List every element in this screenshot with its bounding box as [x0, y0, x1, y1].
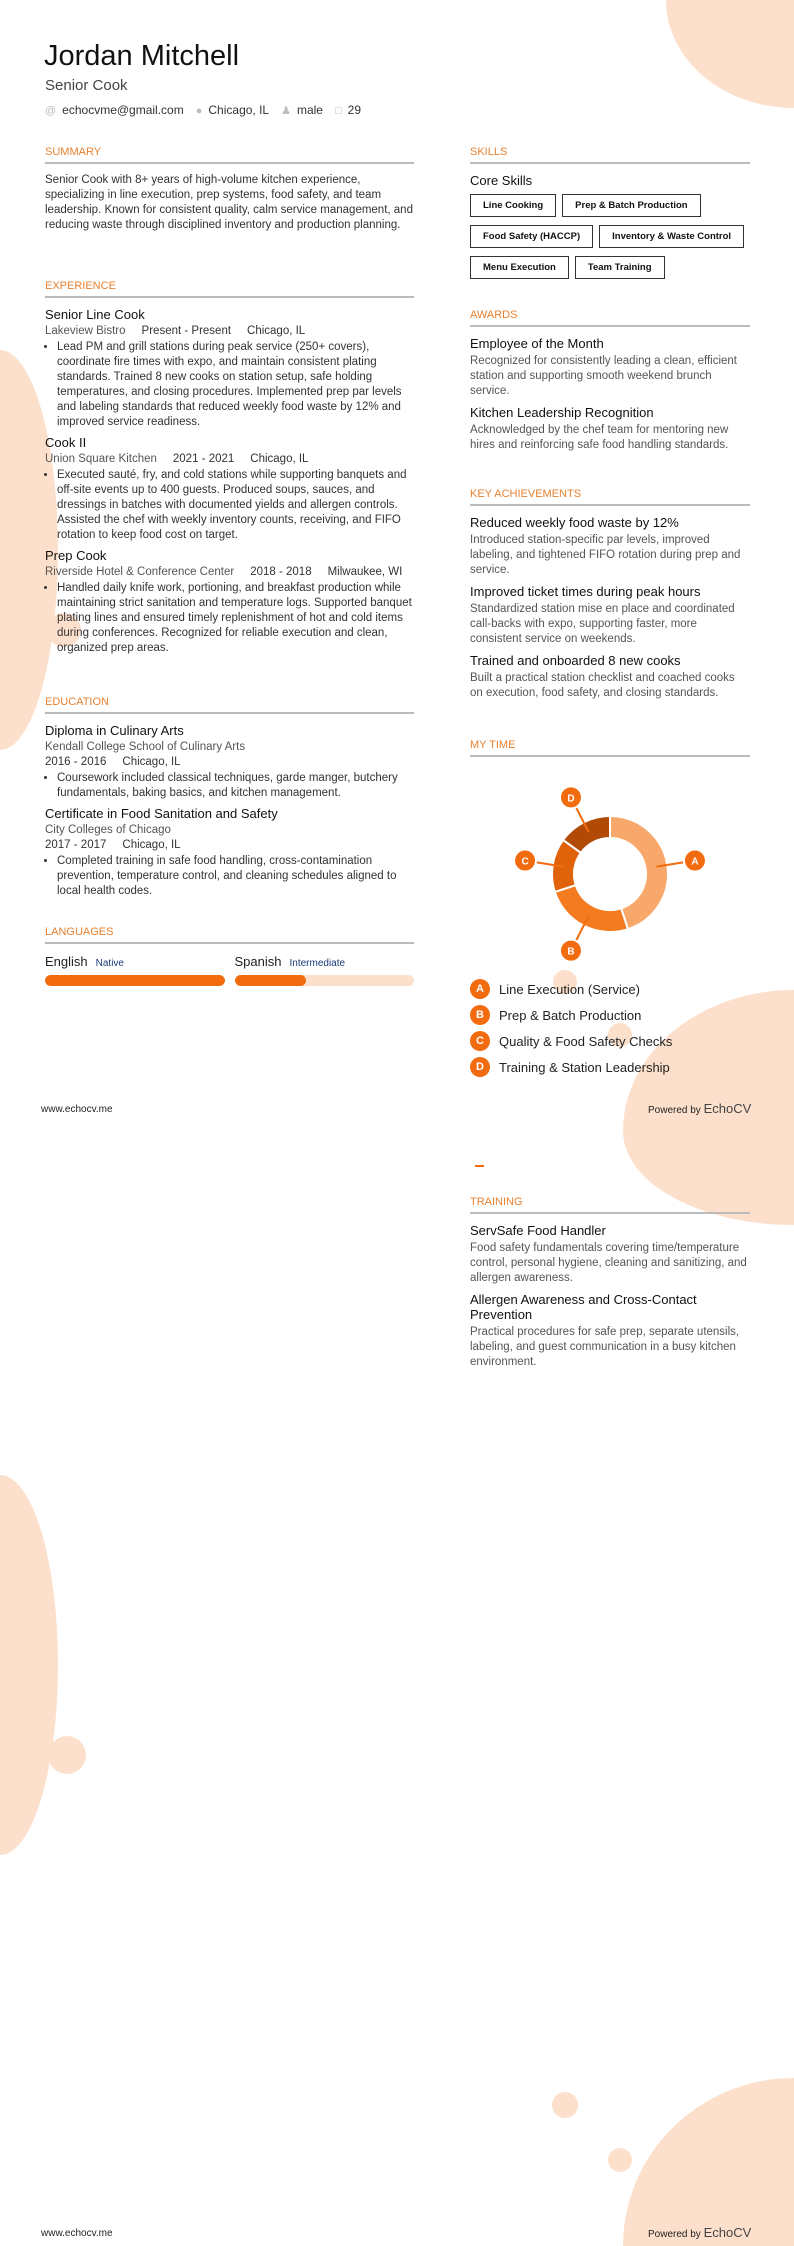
legend-item: [470, 1005, 750, 1025]
job-title: Cook II: [45, 435, 87, 450]
language-level: Intermediate: [289, 958, 346, 969]
section-heading: KEY ACHIEVEMENTS: [470, 488, 750, 506]
training-item-description: Food safety fundamentals covering time/temperature control, personal hygiene, cleaning and sanitizing, and allergen awareness.: [470, 1242, 747, 1284]
decor-blob: [623, 2078, 794, 2246]
training-item: [470, 1292, 750, 1370]
section-heading: SKILLS: [470, 146, 750, 164]
location: Chicago, IL: [208, 103, 270, 117]
company: Riverside Hotel & Conference Center: [45, 566, 235, 578]
section-heading: SUMMARY: [45, 146, 414, 164]
education-item: [45, 723, 414, 801]
award-item-title: Employee of the Month: [470, 336, 604, 351]
legend-badge: A: [470, 979, 490, 999]
calendar-icon: □: [334, 105, 342, 117]
bullet: • Completed training in safe food handling, cross-contamination prevention, temperature control, and cleaning schedules aligned to local health codes.: [57, 854, 414, 899]
powered-by-text: Powered by: [648, 1105, 701, 1116]
section-heading: EDUCATION: [45, 696, 414, 714]
dates: 2021 - 2021: [172, 453, 235, 465]
skill-chip: Inventory & Waste Control: [599, 225, 744, 248]
candidate-title: Senior Cook: [45, 77, 128, 94]
school: City Colleges of Chicago: [45, 824, 171, 836]
job-title: Senior Line Cook: [45, 307, 145, 322]
summary-section: [45, 146, 414, 233]
footer-powered: [648, 1101, 751, 1116]
language-level: Native: [95, 958, 124, 969]
bullet-list: [45, 771, 414, 801]
experience-item: [45, 548, 414, 656]
powered-by-text: Powered by: [648, 2229, 701, 2240]
skills-group-title: Core Skills: [470, 173, 533, 188]
language-proficiency-fill: [235, 975, 307, 986]
training-item: [470, 1223, 750, 1286]
bullet: • Executed sauté, fry, and cold stations while supporting banquets and off-site events up to 400 guests. Produced soups, sauces, and dressings in batches with documented yields and allergen controls. Assisted the chef with weekly inventory counts, receiving, and FIFO rotation to keep food cost on target.: [57, 468, 414, 543]
legend-item: [470, 979, 750, 999]
award-item: [470, 336, 750, 399]
award-item-title: Kitchen Leadership Recognition: [470, 405, 654, 420]
skill-chip: Menu Execution: [470, 256, 569, 279]
donut-label: A: [691, 856, 699, 868]
bullet-list: [45, 854, 414, 899]
job-title: Prep Cook: [45, 548, 107, 563]
job-location: Chicago, IL: [247, 325, 306, 337]
dates: 2016 - 2016: [45, 756, 107, 768]
skills-section: [470, 146, 750, 287]
dates: Present - Present: [141, 325, 232, 337]
legend-badge: C: [470, 1031, 490, 1051]
edu-meta: [45, 756, 414, 768]
job-meta: [45, 453, 414, 465]
award-item-description: Recognized for consistently leading a clean, efficient station and supporting smooth weekend brunch service.: [470, 355, 738, 397]
footer-site-link[interactable]: www.echocv.me: [41, 1104, 113, 1115]
achievement-item: [470, 515, 750, 578]
language-proficiency-fill: [45, 975, 225, 986]
job-location: Chicago, IL: [250, 453, 309, 465]
dates: 2017 - 2017: [45, 839, 107, 851]
edu-location: Chicago, IL: [122, 756, 181, 768]
legend-label: Training & Station Leadership: [499, 1059, 670, 1075]
job-meta: [45, 566, 414, 578]
brand-name[interactable]: EchoCV: [703, 2225, 752, 2240]
bullet-list: [45, 468, 414, 543]
languages-section: [45, 926, 414, 986]
my-time-section: [470, 739, 750, 1083]
achievement-item-title: Reduced weekly food waste by 12%: [470, 515, 679, 530]
training-item-description: Practical procedures for safe prep, separate utensils, labeling, and guest communication in a busy kitchen environment.: [470, 1326, 740, 1368]
legend-label: Quality & Food Safety Checks: [499, 1033, 673, 1049]
contact-info: [45, 103, 361, 117]
company: Union Square Kitchen: [45, 453, 157, 465]
decor-circle: [608, 2148, 632, 2172]
school: Kendall College School of Culinary Arts: [45, 741, 246, 753]
section-heading: MY TIME: [470, 739, 750, 757]
person-icon: ♟: [281, 105, 291, 117]
achievement-item-description: Built a practical station checklist and coached cooks on execution, food safety, and closing standards.: [470, 672, 735, 699]
bullet-list: [45, 340, 414, 430]
award-item: [470, 405, 750, 453]
decor-blob: [666, 0, 794, 108]
language-proficiency-bar: [45, 975, 225, 986]
decor-circle: [552, 2092, 578, 2118]
email[interactable]: echocvme@gmail.com: [62, 103, 184, 117]
education-item: [45, 806, 414, 899]
experience-section: [45, 280, 414, 661]
degree: Diploma in Culinary Arts: [45, 723, 184, 738]
edu-meta: [45, 839, 414, 851]
time-donut-chart: [470, 766, 750, 966]
experience-item: [45, 435, 414, 543]
section-heading: TRAINING: [470, 1196, 750, 1214]
email-icon: @: [45, 105, 57, 117]
brand-name[interactable]: EchoCV: [703, 1101, 752, 1116]
section-heading: EXPERIENCE: [45, 280, 414, 298]
legend-badge: D: [470, 1057, 490, 1077]
achievement-item-title: Trained and onboarded 8 new cooks: [470, 653, 681, 668]
section-heading: AWARDS: [470, 309, 750, 327]
skill-chip: Food Safety (HACCP): [470, 225, 593, 248]
language-item: [235, 953, 415, 986]
decor-circle: [48, 1736, 86, 1774]
summary-text: Senior Cook with 8+ years of high-volume kitchen experience, specializing in line execution, prep systems, food safety, and team leadership. Known for consistent quality, calm service management, and reducing waste through disciplined inventory and production planning.: [45, 174, 413, 231]
footer-powered: [648, 2225, 751, 2240]
language-name: English: [45, 954, 88, 969]
company: Lakeview Bistro: [45, 325, 126, 337]
legend-item: [470, 1057, 750, 1077]
experience-item: [45, 307, 414, 430]
legend-label: Line Execution (Service): [499, 981, 640, 997]
achievement-item-title: Improved ticket times during peak hours: [470, 584, 701, 599]
job-location: Milwaukee, WI: [327, 566, 403, 578]
training-item-title: ServSafe Food Handler: [470, 1223, 606, 1238]
achievement-item: [470, 653, 750, 701]
language-proficiency-bar: [235, 975, 415, 986]
skill-chip: Line Cooking: [470, 194, 556, 217]
bullet: • Handled daily knife work, portioning, and breakfast production while maintaining strict sanitation and temperature logs. Supported banquet plating lines and ensured timely replenishment of hot and cold items during conferences. Recognized for reliable execution and clean, organized prep areas.: [57, 581, 414, 656]
language-item: [45, 953, 225, 986]
training-item-title: Allergen Awareness and Cross-Contact Prevention: [470, 1292, 697, 1322]
legend-label: Prep & Batch Production: [499, 1007, 642, 1023]
decor-blob: [0, 1475, 58, 1855]
edu-location: Chicago, IL: [122, 839, 181, 851]
award-item-description: Acknowledged by the chef team for mentoring new hires and reinforcing safe food handling standards.: [470, 424, 729, 451]
dates: 2018 - 2018: [250, 566, 312, 578]
job-meta: [45, 325, 414, 337]
legend-badge: B: [470, 1005, 490, 1025]
awards-section: [470, 309, 750, 459]
achievement-item: [470, 584, 750, 647]
bullet-list: [45, 581, 414, 656]
donut-slice-b: [555, 885, 628, 932]
bullet: • Lead PM and grill stations during peak service (250+ covers), coordinate fire times with expo, and maintain consistent plating standards. Trained 8 new cooks on station setup, safe holding temperatures, and closing procedures. Implemented prep par levels and labeling standards that reduced weekly food waste by 12% and improved service readiness.: [57, 340, 414, 430]
achievement-item-description: Introduced station-specific par levels, improved labeling, and tightened FIFO rotation during prep and service.: [470, 534, 741, 576]
skill-chip: Prep & Batch Production: [562, 194, 700, 217]
achievement-item-description: Standardized station mise en place and coordinated call-backs with expo, supporting faster, more consistent service on weekends.: [470, 603, 735, 645]
donut-label: D: [567, 793, 575, 805]
degree: Certificate in Food Sanitation and Safety: [45, 806, 278, 821]
candidate-name: Jordan Mitchell: [44, 40, 240, 72]
legend-item: [470, 1031, 750, 1051]
donut-label: C: [521, 856, 529, 868]
training-section: [470, 1196, 750, 1376]
bullet: • Coursework included classical techniques, garde manger, butchery fundamentals, baking basics, and kitchen management.: [57, 771, 414, 801]
skill-chip: Team Training: [575, 256, 665, 279]
achievements-section: [470, 488, 750, 707]
location-pin-icon: ●: [195, 105, 203, 117]
section-heading: LANGUAGES: [45, 926, 414, 944]
gender: male: [296, 103, 323, 117]
donut-label: B: [567, 946, 575, 958]
education-section: [45, 696, 414, 904]
language-name: Spanish: [234, 954, 282, 969]
footer-site-link[interactable]: www.echocv.me: [41, 2228, 113, 2239]
age: 29: [347, 103, 361, 117]
orange-dash: [475, 1165, 484, 1167]
